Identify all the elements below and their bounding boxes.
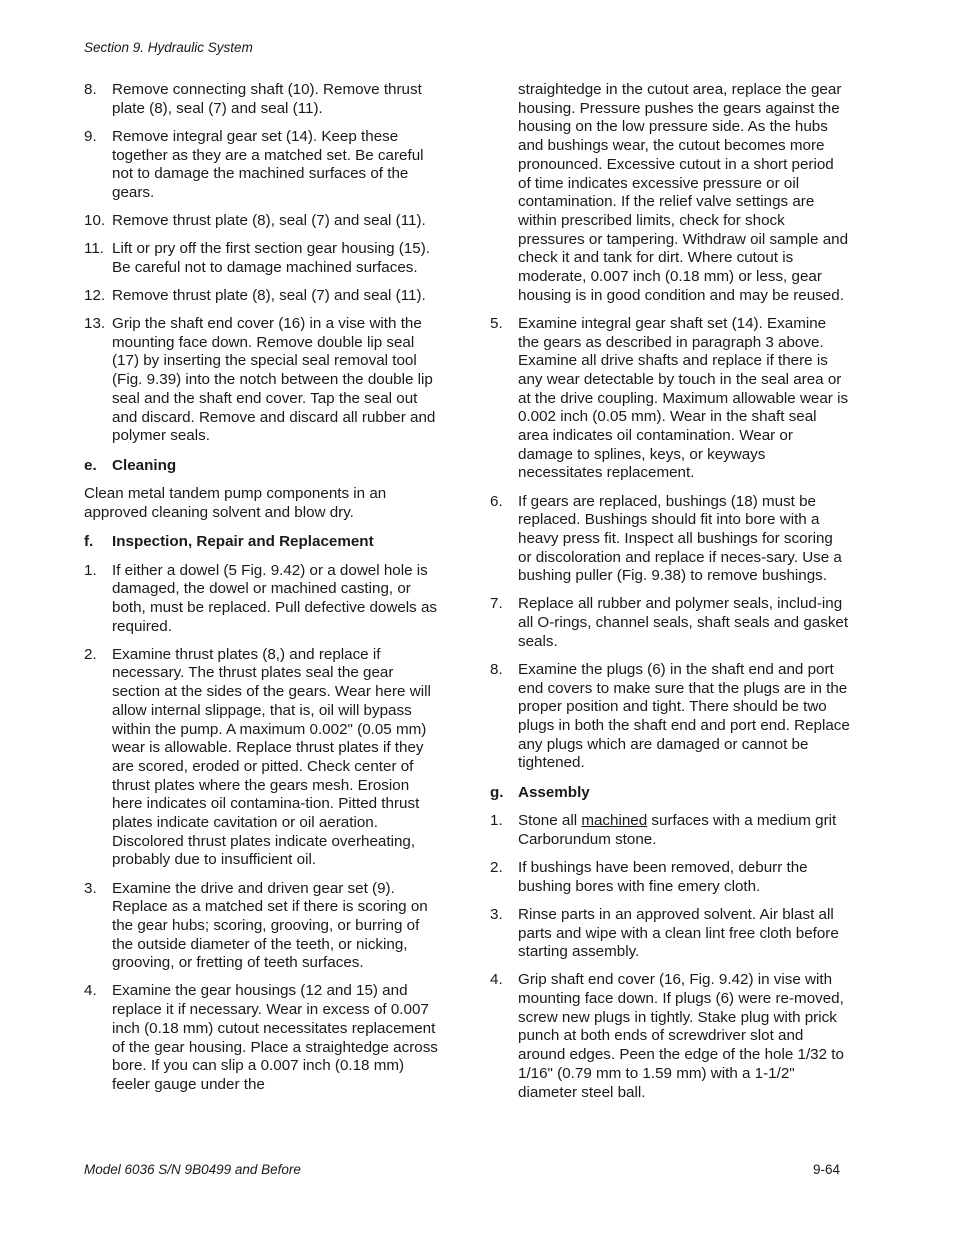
underlined-word: machined [581,812,648,830]
item-number: 5. [490,314,503,332]
item-text: Grip shaft end cover (16, Fig. 9.42) in vise with mounting face down. If plugs (6) were re-moved, screw new plugs in tightly. Stake plug with prick punch at both ends of screwdriver slot and around edges. Peen the edge of the hole 1/32 to 1/16" (0.79 mm to 1.59 mm) with a 1-1/2" diameter steel ball. [518,971,844,1101]
list-item [84,212,440,231]
item-text: If gears are replaced, bushings (18) must be replaced. Bushings should fit into bore with a heavy press fit. Inspect all bushings for scoring or discoloration and replace if neces-sary. Use a bushing puller (Fig. 9.38) to remove bushings. [518,492,842,585]
item-number: 10. [84,212,106,229]
item-text: If either a dowel (5 Fig. 9.42) or a dowel hole is damaged, the dowel or machined casting, or both, must be replaced. Pull defective dowels as required. [112,561,438,635]
page-number: 9-64 [813,1162,841,1177]
item-number: 12. [84,286,106,304]
item-number: 8. [84,81,97,98]
section-letter: f. [84,533,94,551]
item-number: 3. [490,905,503,923]
inspection-heading [84,533,440,552]
section-title: Assembly [518,784,590,802]
item-number: 13. [84,314,106,332]
right-column [490,81,850,1112]
list-item [490,971,850,1102]
footer-model: Model 6036 S/N 9B0499 and Before [84,1162,301,1177]
item-text: Remove integral gear set (14). Keep these together as they are a matched set. Be careful not to damage the machined surfaces of the gears. [112,127,424,201]
item-number: 11. [84,240,104,258]
item-text: Examine thrust plates (8,) and replace if necessary. The thrust plates seal the gear section at the sides of the gears. Wear here will allow internal slippage, that is, oil will bypass within the pump. A maximum 0.002" (0.05 mm) wear is allowable. Replace thrust plates if they are scored, eroded or pitted. Check center of thrust plates where the gears mesh. Erosion here indicates oil contamina-tion. Pitted thrust plates indicate cavitation or oil aeration. Discolored thrust plates indicate overheating, probably due to insufficient oil. [112,645,431,869]
list-item [84,646,440,870]
cleaning-heading [84,457,440,476]
item-text: Examine integral gear shaft set (14). Examine the gears as described in paragraph 3 above. Examine all drive shafts and replace if there is any wear detectable by touch in the seal area or at the drive coupling. Maximum allowable wear is 0.002 inch (0.05 mm). Wear in the shaft seal area indicates oil contamination. Wear or damage to splines, keys, or keyways necessitates replacement. [518,314,849,482]
item-number: 2. [84,645,97,663]
item-number: 8. [490,660,503,678]
item-text: Remove thrust plate (8), seal (7) and seal (11). [112,212,426,229]
list-item [490,812,850,849]
item-text-post: surfaces with a medium grit Carborundum stone. [518,812,837,848]
list-item [84,240,440,277]
item-number: 1. [490,812,503,830]
item-number: 7. [490,595,503,613]
item-number: 4. [84,982,97,1000]
item-text: Lift or pry off the first section gear housing (15). Be careful not to damage machined surfaces. [112,240,430,276]
item-text: Examine the gear housings (12 and 15) and replace it if necessary. Wear in excess of 0.007 inch (0.18 mm) cutout necessitates replacement of the gear housing. Place a straightedge across bore. If you can slip a 0.007 inch (0.18 mm) feeler gauge under the [112,982,438,1093]
item-text: Remove connecting shaft (10). Remove thrust plate (8), seal (7) and seal (11). [112,81,422,117]
item-number: 1. [84,561,97,579]
list-item [84,982,440,1094]
list-item [490,493,850,587]
list-item [84,287,440,306]
item-number: 9. [84,127,97,145]
list-item [490,315,850,483]
item-text: Examine the plugs (6) in the shaft end and port end covers to make sure that the plugs are in the proper position and tight. There should be two plugs in both the shaft end and port end. Replace any plugs which are damaged or cannot be tightened. [518,660,850,772]
list-item [490,661,850,773]
assembly-heading [490,784,850,803]
item-text: Rinse parts in an approved solvent. Air blast all parts and wipe with a clean lint free cloth before starting assembly. [518,905,839,961]
continued-item [490,81,850,305]
item-number: 6. [490,492,503,510]
item-number: 3. [84,879,97,897]
list-item [490,595,850,651]
section-letter: e. [84,456,97,474]
continued-text: straightedge in the cutout area, replace the gear housing. Pressure pushes the gears against the housing on the low pressure side. As the hubs and bushings wear, the cutout becomes more pronounced. Excessive cutout in a short period of time indicates excessive pressure or oil contamination. If the relief valve settings are within prescribed limits, check for shock pressures or tampering. Withdraw oil sample and check it and tank for dirt. Where cutout is moderate, 0.007 inch (0.18 mm) or less, gear housing is in good condition and may be reused. [518,81,849,304]
list-item [490,859,850,896]
list-item [84,81,440,118]
list-item [84,128,440,203]
list-item [84,880,440,974]
section-title: Inspection, Repair and Replacement [112,533,374,551]
section-header: Section 9. Hydraulic System [84,40,253,55]
item-text: Replace all rubber and polymer seals, includ-ing all O-rings, channel seals, shaft seals and gasket seals. [518,595,849,650]
item-text: If bushings have been removed, deburr the bushing bores with fine emery cloth. [518,859,808,895]
item-text: Grip the shaft end cover (16) in a vise with the mounting face down. Remove double lip seal (17) by inserting the special seal removal tool (Fig. 9.39) into the notch between the double lip seal and the shaft end cover. Tap the seal out and discard. Remove and discard all rubber and polymer seals. [112,314,436,445]
section-letter: g. [490,784,504,802]
list-item [84,315,440,446]
list-item [84,562,440,637]
list-item [490,906,850,962]
item-number: 2. [490,859,503,877]
item-text [518,812,850,849]
left-column [84,81,440,1104]
section-title: Cleaning [112,456,177,474]
item-text: Remove thrust plate (8), seal (7) and seal (11). [112,286,426,304]
item-text: Examine the drive and driven gear set (9). Replace as a matched set if there is scoring on the gear hubs; scoring, grooving, or burring of the outside diameter of the teeth, or nicking, grooving, or fretting of teeth surfaces. [112,879,428,972]
item-text-pre: Stone all [518,812,582,830]
item-number: 4. [490,971,503,989]
cleaning-paragraph: Clean metal tandem pump components in an approved cleaning solvent and blow dry. [84,485,387,521]
